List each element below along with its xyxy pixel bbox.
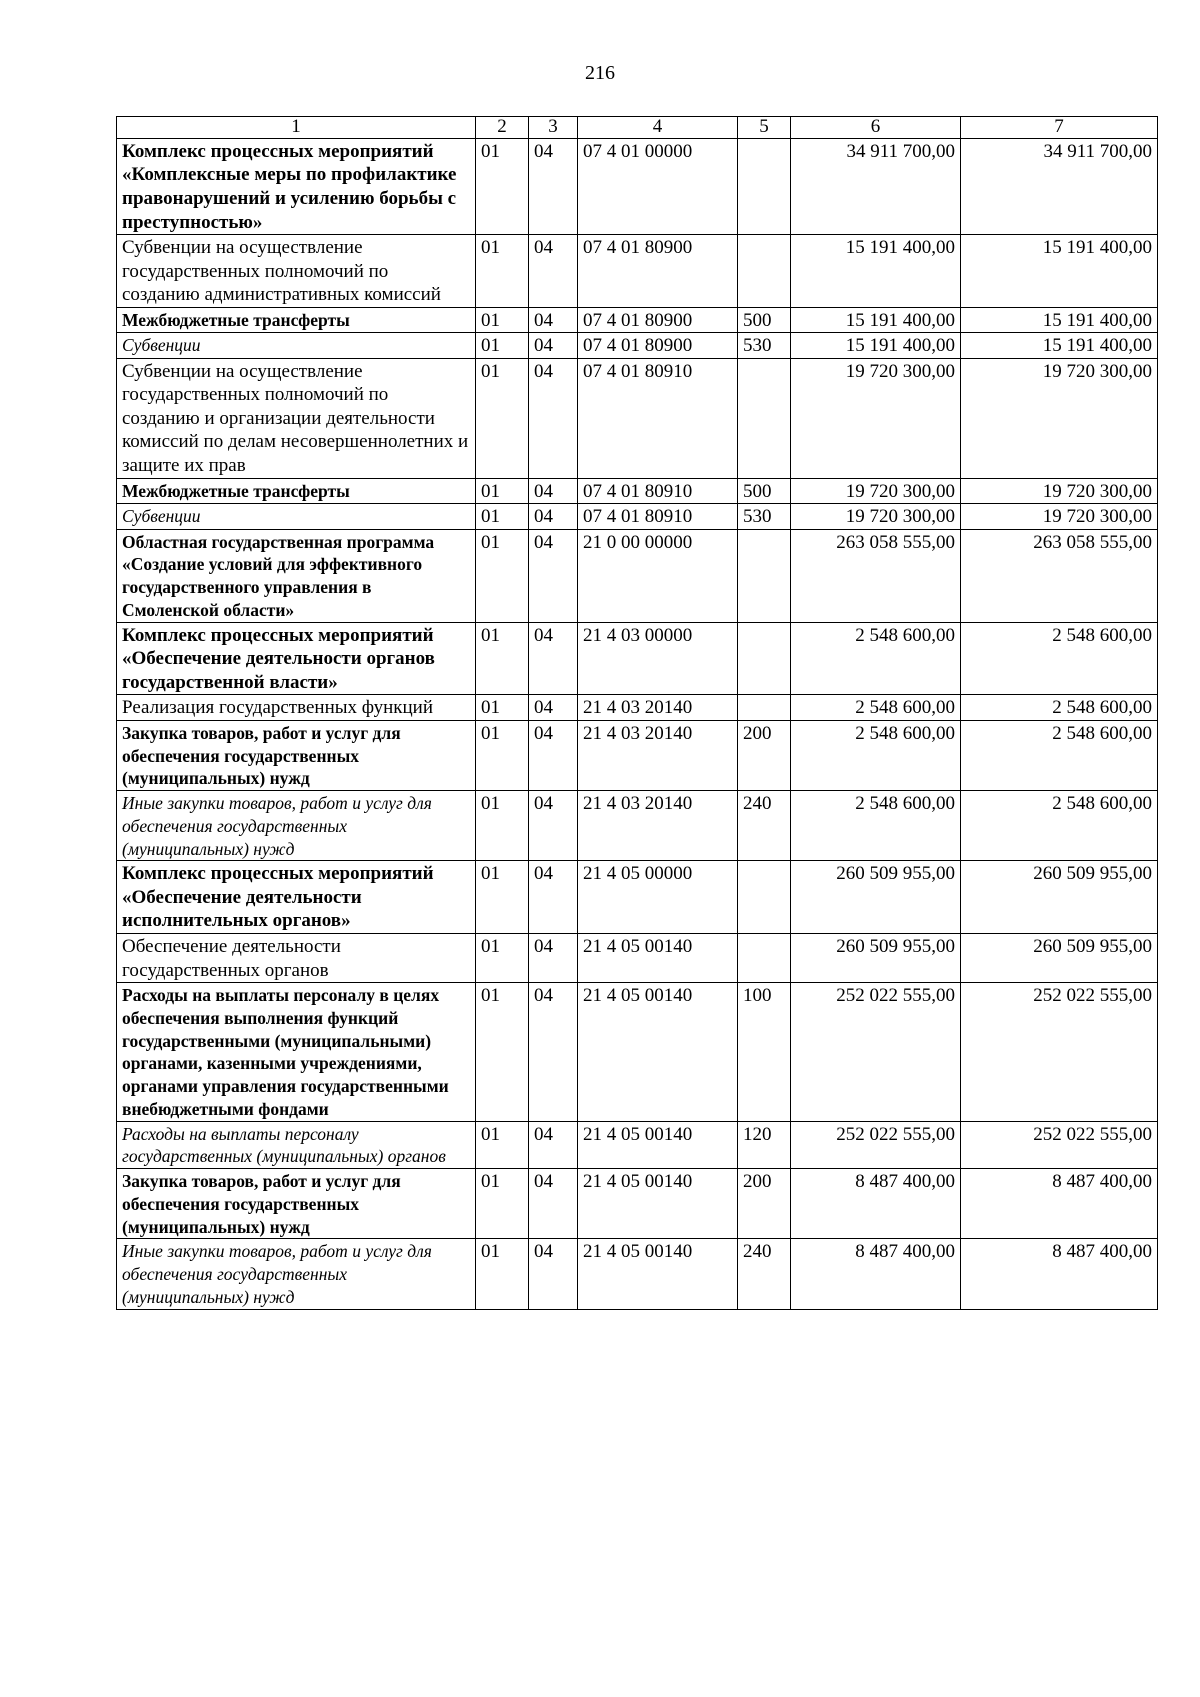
- row-section-cell: 01: [476, 358, 529, 478]
- table-row: [117, 358, 1158, 478]
- row-name-cell: Иные закупки товаров, работ и услуг для обеспечения государственных (муниципальных) нужд: [117, 791, 476, 861]
- table-row: [117, 1169, 1158, 1239]
- row-amount-cell: 2 548 600,00: [791, 695, 961, 721]
- column-header: 3: [529, 117, 578, 139]
- table-row: [117, 791, 1158, 861]
- row-subsection-cell: 04: [529, 1169, 578, 1239]
- row-subsection-cell: 04: [529, 1239, 578, 1309]
- row-expense-type-cell: 500: [738, 307, 791, 333]
- row-amount-cell: 34 911 700,00: [961, 138, 1158, 234]
- row-amount-cell: 2 548 600,00: [791, 720, 961, 790]
- row-target-article-cell: 07 4 01 80910: [578, 504, 738, 530]
- row-section-cell: 01: [476, 1239, 529, 1309]
- row-amount-cell: 19 720 300,00: [961, 358, 1158, 478]
- column-header: 1: [117, 117, 476, 139]
- page-number: 216: [585, 62, 615, 84]
- table-row: [117, 1239, 1158, 1309]
- row-expense-type-cell: 200: [738, 720, 791, 790]
- row-subsection-cell: 04: [529, 1121, 578, 1169]
- row-subsection-cell: 04: [529, 358, 578, 478]
- row-name-cell: Реализация государственных функций: [117, 695, 476, 721]
- row-subsection-cell: 04: [529, 861, 578, 934]
- row-amount-cell: 15 191 400,00: [791, 307, 961, 333]
- column-header: 7: [961, 117, 1158, 139]
- row-subsection-cell: 04: [529, 983, 578, 1122]
- row-amount-cell: 15 191 400,00: [961, 333, 1158, 359]
- row-target-article-cell: 21 4 03 20140: [578, 720, 738, 790]
- row-amount-cell: 8 487 400,00: [961, 1239, 1158, 1309]
- row-section-cell: 01: [476, 791, 529, 861]
- row-target-article-cell: 21 4 03 20140: [578, 791, 738, 861]
- row-name-cell: Расходы на выплаты персоналу государственных (муниципальных) органов: [117, 1121, 476, 1169]
- row-amount-cell: 260 509 955,00: [961, 933, 1158, 982]
- row-section-cell: 01: [476, 333, 529, 359]
- row-target-article-cell: 21 4 05 00140: [578, 1169, 738, 1239]
- row-amount-cell: 2 548 600,00: [961, 791, 1158, 861]
- row-section-cell: 01: [476, 307, 529, 333]
- row-target-article-cell: 07 4 01 80900: [578, 307, 738, 333]
- row-expense-type-cell: 100: [738, 983, 791, 1122]
- row-section-cell: 01: [476, 720, 529, 790]
- row-subsection-cell: 04: [529, 333, 578, 359]
- row-amount-cell: 19 720 300,00: [961, 478, 1158, 504]
- column-header: 2: [476, 117, 529, 139]
- row-amount-cell: 252 022 555,00: [791, 1121, 961, 1169]
- row-target-article-cell: 21 4 05 00140: [578, 983, 738, 1122]
- row-target-article-cell: 21 4 05 00140: [578, 1239, 738, 1309]
- row-section-cell: 01: [476, 478, 529, 504]
- row-target-article-cell: 21 4 05 00140: [578, 933, 738, 982]
- row-target-article-cell: 21 4 03 20140: [578, 695, 738, 721]
- row-subsection-cell: 04: [529, 235, 578, 308]
- row-name-cell: Комплекс процессных мероприятий «Обеспечение деятельности исполнительных органов»: [117, 861, 476, 934]
- row-name-cell: Расходы на выплаты персоналу в целях обеспечения выполнения функций государственными (муниципальными) органами, казенными учреждениями, органами управления государственными внебюджетными фондами: [117, 983, 476, 1122]
- row-amount-cell: 260 509 955,00: [791, 933, 961, 982]
- row-target-article-cell: 21 4 03 00000: [578, 622, 738, 695]
- row-amount-cell: 34 911 700,00: [791, 138, 961, 234]
- table-row: [117, 307, 1158, 333]
- row-amount-cell: 8 487 400,00: [961, 1169, 1158, 1239]
- row-section-cell: 01: [476, 1169, 529, 1239]
- row-subsection-cell: 04: [529, 529, 578, 622]
- row-amount-cell: 8 487 400,00: [791, 1169, 961, 1239]
- row-amount-cell: 2 548 600,00: [791, 791, 961, 861]
- row-target-article-cell: 07 4 01 80910: [578, 358, 738, 478]
- row-subsection-cell: 04: [529, 478, 578, 504]
- table-row: [117, 138, 1158, 234]
- row-amount-cell: 260 509 955,00: [961, 861, 1158, 934]
- row-amount-cell: 15 191 400,00: [791, 235, 961, 308]
- row-target-article-cell: 21 4 05 00000: [578, 861, 738, 934]
- row-amount-cell: 2 548 600,00: [961, 720, 1158, 790]
- row-section-cell: 01: [476, 138, 529, 234]
- row-expense-type-cell: 500: [738, 478, 791, 504]
- row-name-cell: Комплекс процессных мероприятий «Обеспечение деятельности органов государственной власти»: [117, 622, 476, 695]
- row-amount-cell: 260 509 955,00: [791, 861, 961, 934]
- row-name-cell: Закупка товаров, работ и услуг для обеспечения государственных (муниципальных) нужд: [117, 1169, 476, 1239]
- row-target-article-cell: 21 4 05 00140: [578, 1121, 738, 1169]
- row-name-cell: Субвенции на осуществление государственных полномочий по созданию и организации деятельности комиссий по делам несовершеннолетних и защите их прав: [117, 358, 476, 478]
- row-section-cell: 01: [476, 235, 529, 308]
- row-amount-cell: 19 720 300,00: [791, 358, 961, 478]
- row-subsection-cell: 04: [529, 720, 578, 790]
- row-amount-cell: 15 191 400,00: [961, 235, 1158, 308]
- table-row: [117, 933, 1158, 982]
- row-name-cell: Областная государственная программа «Создание условий для эффективного государственного управления в Смоленской области»: [117, 529, 476, 622]
- column-header: 5: [738, 117, 791, 139]
- row-name-cell: Межбюджетные трансферты: [117, 478, 476, 504]
- row-expense-type-cell: [738, 695, 791, 721]
- row-target-article-cell: 21 0 00 00000: [578, 529, 738, 622]
- row-amount-cell: 15 191 400,00: [961, 307, 1158, 333]
- row-subsection-cell: 04: [529, 138, 578, 234]
- budget-table: [116, 116, 1158, 1310]
- row-name-cell: Иные закупки товаров, работ и услуг для обеспечения государственных (муниципальных) нужд: [117, 1239, 476, 1309]
- row-section-cell: 01: [476, 933, 529, 982]
- row-name-cell: Межбюджетные трансферты: [117, 307, 476, 333]
- table-row: [117, 983, 1158, 1122]
- table-row: [117, 333, 1158, 359]
- table-row: [117, 529, 1158, 622]
- table-row: [117, 622, 1158, 695]
- row-name-cell: Субвенции: [117, 504, 476, 530]
- row-section-cell: 01: [476, 529, 529, 622]
- row-section-cell: 01: [476, 504, 529, 530]
- row-section-cell: 01: [476, 861, 529, 934]
- row-expense-type-cell: [738, 529, 791, 622]
- row-amount-cell: 19 720 300,00: [961, 504, 1158, 530]
- row-expense-type-cell: [738, 235, 791, 308]
- table-header-row: [117, 117, 1158, 139]
- table-row: [117, 504, 1158, 530]
- row-subsection-cell: 04: [529, 622, 578, 695]
- row-amount-cell: 252 022 555,00: [961, 1121, 1158, 1169]
- row-subsection-cell: 04: [529, 504, 578, 530]
- table-row: [117, 235, 1158, 308]
- row-target-article-cell: 07 4 01 80900: [578, 333, 738, 359]
- row-target-article-cell: 07 4 01 80900: [578, 235, 738, 308]
- row-expense-type-cell: [738, 622, 791, 695]
- row-amount-cell: 263 058 555,00: [791, 529, 961, 622]
- row-target-article-cell: 07 4 01 00000: [578, 138, 738, 234]
- column-header: 6: [791, 117, 961, 139]
- row-expense-type-cell: [738, 138, 791, 234]
- column-header: 4: [578, 117, 738, 139]
- row-expense-type-cell: 120: [738, 1121, 791, 1169]
- row-expense-type-cell: [738, 358, 791, 478]
- row-amount-cell: 8 487 400,00: [791, 1239, 961, 1309]
- row-amount-cell: 2 548 600,00: [961, 695, 1158, 721]
- row-amount-cell: 19 720 300,00: [791, 504, 961, 530]
- row-subsection-cell: 04: [529, 933, 578, 982]
- row-subsection-cell: 04: [529, 307, 578, 333]
- row-expense-type-cell: 200: [738, 1169, 791, 1239]
- row-expense-type-cell: [738, 861, 791, 934]
- row-amount-cell: 2 548 600,00: [961, 622, 1158, 695]
- row-name-cell: Субвенции на осуществление государственных полномочий по созданию административных комиссий: [117, 235, 476, 308]
- row-expense-type-cell: 240: [738, 791, 791, 861]
- row-amount-cell: 263 058 555,00: [961, 529, 1158, 622]
- table-row: [117, 861, 1158, 934]
- row-name-cell: Субвенции: [117, 333, 476, 359]
- row-section-cell: 01: [476, 695, 529, 721]
- row-target-article-cell: 07 4 01 80910: [578, 478, 738, 504]
- row-amount-cell: 19 720 300,00: [791, 478, 961, 504]
- table-row: [117, 695, 1158, 721]
- row-amount-cell: 2 548 600,00: [791, 622, 961, 695]
- row-subsection-cell: 04: [529, 695, 578, 721]
- row-section-cell: 01: [476, 983, 529, 1122]
- row-section-cell: 01: [476, 1121, 529, 1169]
- row-name-cell: Обеспечение деятельности государственных органов: [117, 933, 476, 982]
- table-row: [117, 1121, 1158, 1169]
- row-amount-cell: 252 022 555,00: [791, 983, 961, 1122]
- row-amount-cell: 252 022 555,00: [961, 983, 1158, 1122]
- row-expense-type-cell: [738, 933, 791, 982]
- row-expense-type-cell: 240: [738, 1239, 791, 1309]
- row-subsection-cell: 04: [529, 791, 578, 861]
- row-expense-type-cell: 530: [738, 333, 791, 359]
- row-name-cell: Комплекс процессных мероприятий «Комплексные меры по профилактике правонарушений и усилению борьбы с преступностью»: [117, 138, 476, 234]
- table-row: [117, 720, 1158, 790]
- row-expense-type-cell: 530: [738, 504, 791, 530]
- row-name-cell: Закупка товаров, работ и услуг для обеспечения государственных (муниципальных) нужд: [117, 720, 476, 790]
- row-amount-cell: 15 191 400,00: [791, 333, 961, 359]
- table-row: [117, 478, 1158, 504]
- row-section-cell: 01: [476, 622, 529, 695]
